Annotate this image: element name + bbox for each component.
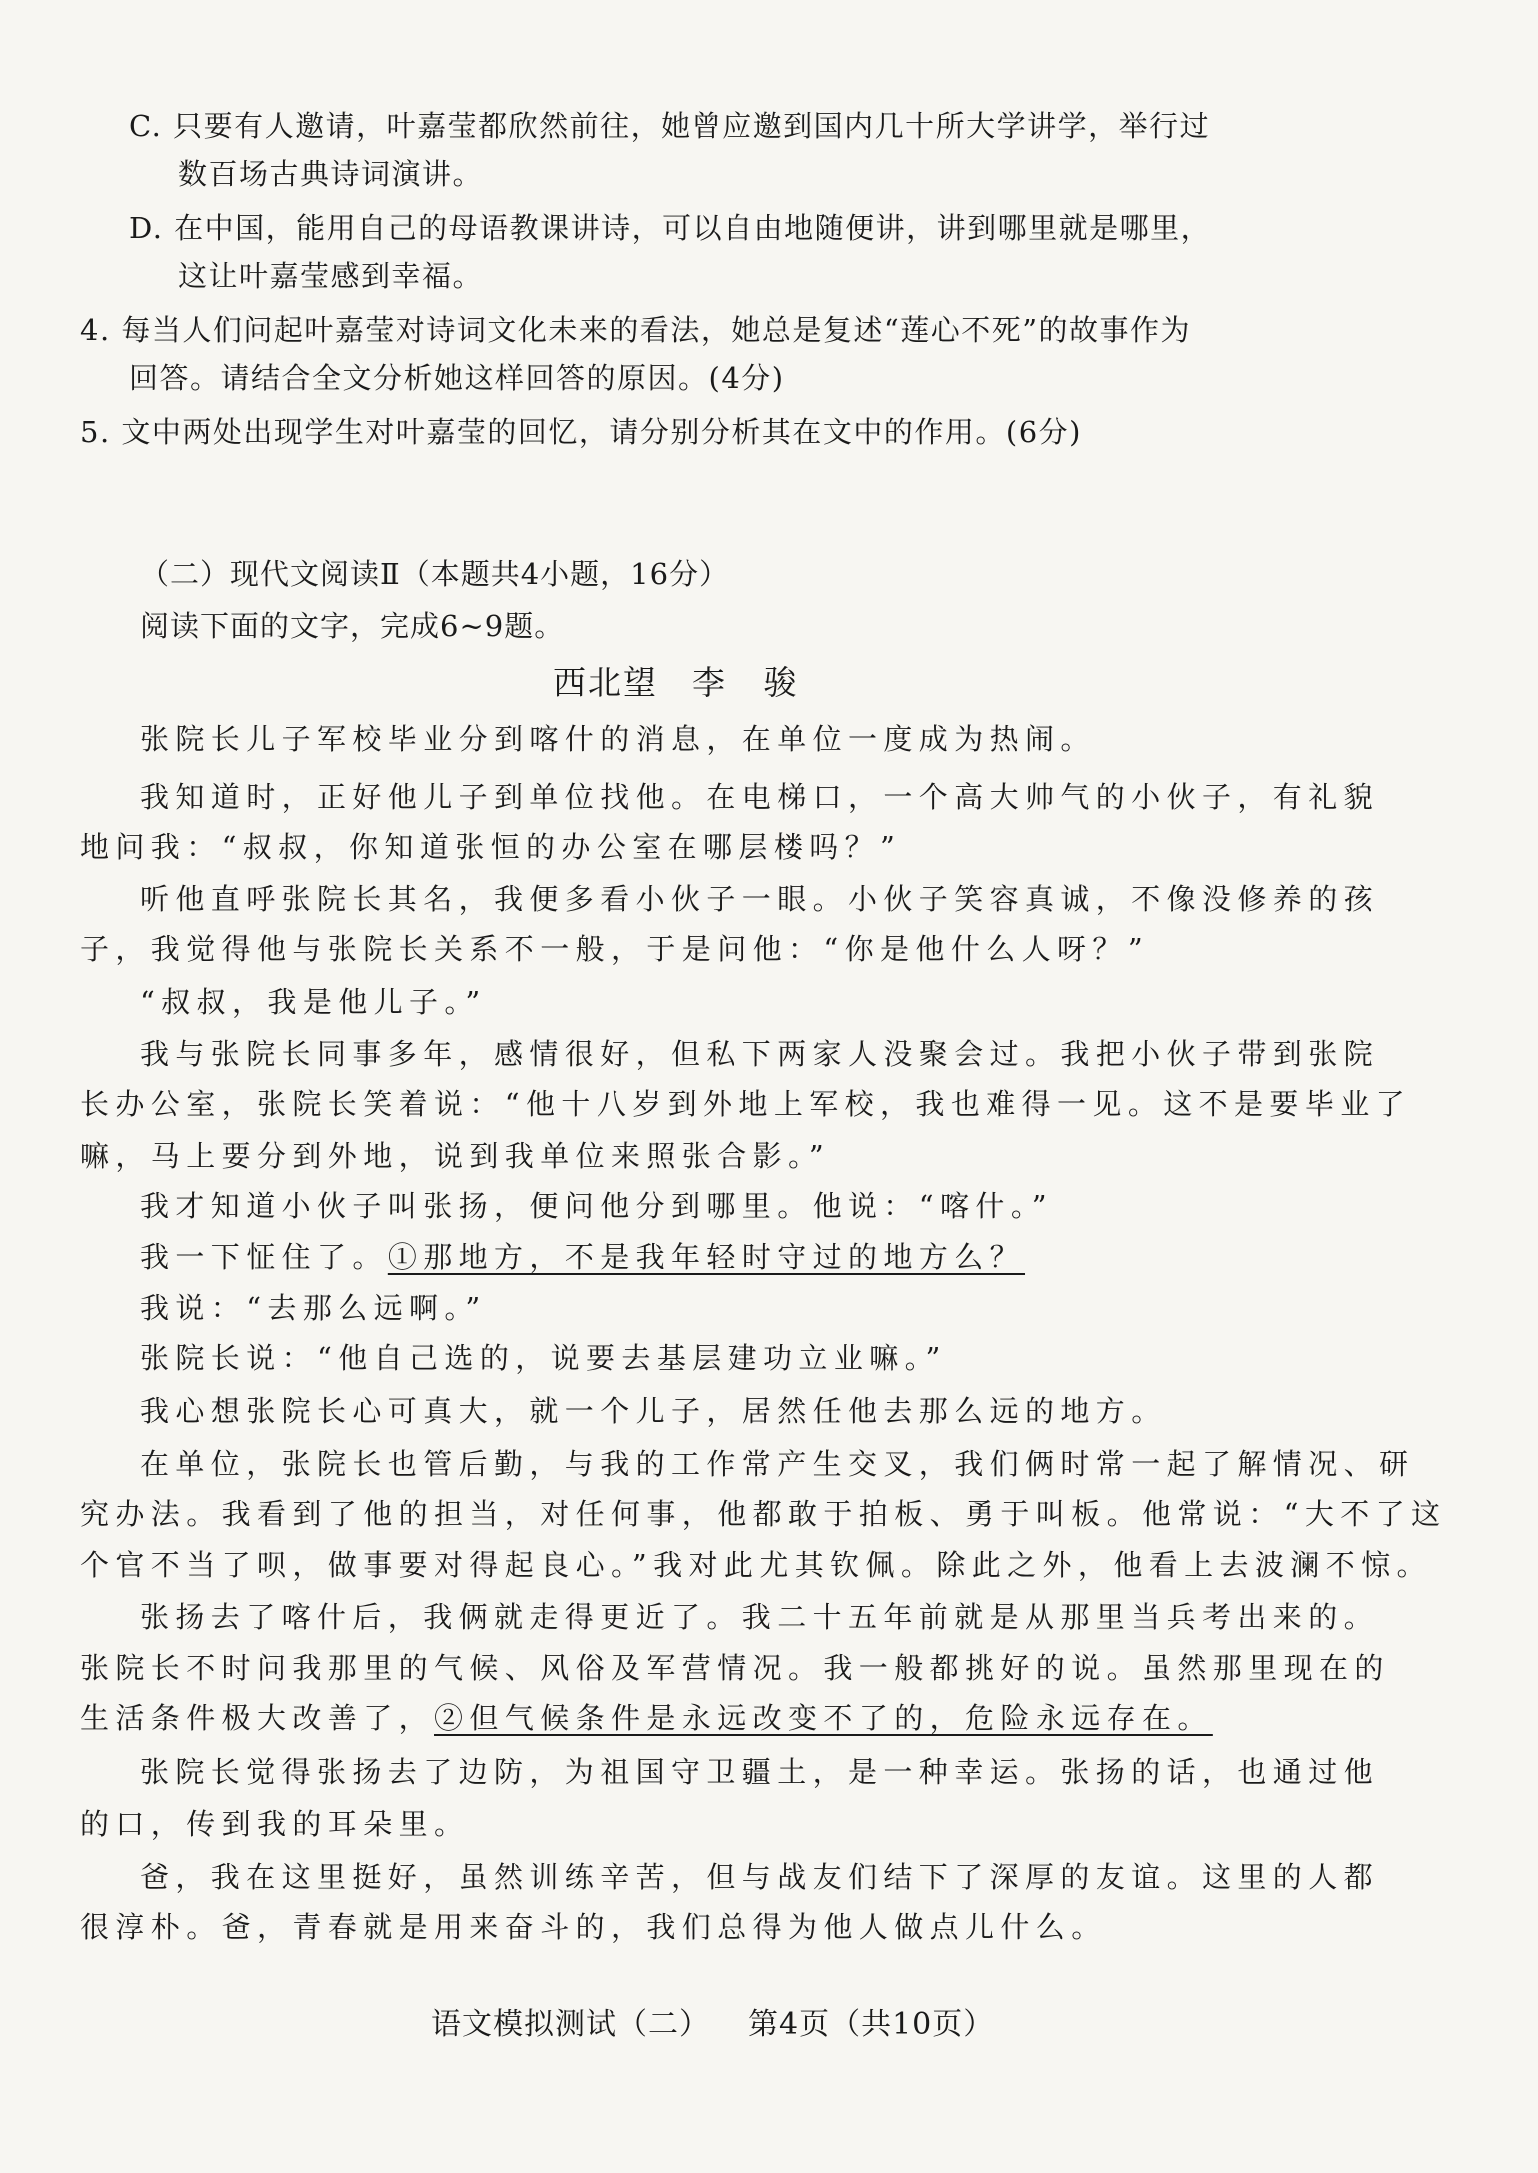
- question-4-text: 每当人们问起叶嘉莹对诗词文化未来的看法，她总是复述“莲心不死”的故事作为: [121, 313, 1192, 347]
- article-line-22: 的口，传到我的耳朵里。: [80, 1807, 470, 1841]
- article-line-12: 我说：“去那么远啊。”: [140, 1291, 487, 1325]
- footer-exam-name: 语文模拟测试（二）: [431, 2007, 710, 2042]
- option-d-line2: 这让叶嘉莹感到幸福。: [178, 259, 484, 293]
- article-line-11: [140, 1240, 1026, 1274]
- option-c-text: 只要有人邀请，叶嘉莹都欣然前往，她曾应邀到国内几十所大学讲学，举行过: [173, 109, 1211, 143]
- article-line-8: 长办公室，张院长笑着说：“他十八岁到外地上军校，我也难得一见。这不是要毕业了: [80, 1087, 1412, 1121]
- footer-page-number: 第4页（共10页）: [748, 2007, 995, 2042]
- article-line-20-text: 生活条件极大改善了，: [80, 1701, 435, 1735]
- article-line-15: 在单位，张院长也管后勤，与我的工作常产生交叉，我们俩时常一起了解情况、研: [140, 1447, 1415, 1481]
- section-instruction: 阅读下面的文字，完成6~9题。: [140, 609, 565, 643]
- article-line-24: 很淳朴。爸，青春就是用来奋斗的，我们总得为他人做点儿什么。: [80, 1910, 1107, 1944]
- article-line-23: 爸，我在这里挺好，虽然训练辛苦，但与战友们结下了深厚的友谊。这里的人都: [140, 1860, 1380, 1894]
- underlined-sentence-1: ①那地方，不是我年轻时守过的地方么？: [387, 1240, 1026, 1274]
- article-line-10: 我才知道小伙子叫张扬，便问他分到哪里。他说：“喀什。”: [140, 1189, 1053, 1223]
- article-line-18: 张扬去了喀什后，我俩就走得更近了。我二十五年前就是从那里当兵考出来的。: [140, 1600, 1380, 1634]
- article-line-6: “叔叔，我是他儿子。”: [140, 985, 487, 1019]
- article-line-17: 个官不当了呗，做事要对得起良心。”我对此尤其钦佩。除此之外，他看上去波澜不惊。: [80, 1548, 1432, 1582]
- option-d-letter: D.: [129, 211, 164, 245]
- section-heading: （二）现代文阅读Ⅱ（本题共4小题，16分）: [140, 557, 730, 591]
- article-line-1: 张院长儿子军校毕业分到喀什的消息，在单位一度成为热闹。: [140, 722, 1096, 756]
- article-title-line: [553, 663, 811, 702]
- article-title: 西北望: [553, 663, 658, 702]
- underlined-sentence-2: ②但气候条件是永远改变不了的，危险永远存在。: [434, 1701, 1213, 1735]
- article-line-14: 我心想张院长心可真大，就一个儿子，居然任他去那么远的地方。: [140, 1394, 1167, 1428]
- article-line-13: 张院长说：“他自己选的，说要去基层建功立业嘛。”: [140, 1341, 947, 1375]
- article-line-20: [80, 1701, 1213, 1735]
- article-author: 李 骏: [692, 663, 811, 702]
- option-c-line2: 数百场古典诗词演讲。: [178, 157, 484, 191]
- article-line-3: 地问我：“叔叔，你知道张恒的办公室在哪层楼吗？”: [80, 830, 902, 864]
- question-4-line2: 回答。请结合全文分析她这样回答的原因。(4分): [129, 361, 785, 395]
- option-c-line1: [129, 109, 1211, 143]
- page-footer: [431, 2007, 995, 2042]
- article-line-11-text: 我一下怔住了。: [140, 1240, 388, 1274]
- article-line-7: 我与张院长同事多年，感情很好，但私下两家人没聚会过。我把小伙子带到张院: [140, 1037, 1380, 1071]
- question-5-line1: [80, 415, 1082, 449]
- question-4-number: 4.: [80, 313, 111, 347]
- option-d-line1: [129, 211, 1212, 245]
- article-line-19: 张院长不时问我那里的气候、风俗及军营情况。我一般都挑好的说。虽然那里现在的: [80, 1651, 1390, 1685]
- question-5-text: 文中两处出现学生对叶嘉莹的回忆，请分别分析其在文中的作用。(6分): [121, 415, 1082, 449]
- option-d-text: 在中国，能用自己的母语教课讲诗，可以自由地随便讲，讲到哪里就是哪里，: [174, 211, 1212, 245]
- article-line-5: 子，我觉得他与张院长关系不一般，于是问他：“你是他什么人呀？”: [80, 932, 1150, 966]
- question-5-number: 5.: [80, 415, 111, 449]
- question-4-line1: [80, 313, 1192, 347]
- article-line-4: 听他直呼张院长其名，我便多看小伙子一眼。小伙子笑容真诚，不像没修养的孩: [140, 882, 1380, 916]
- article-line-9: 嘛，马上要分到外地，说到我单位来照张合影。”: [80, 1139, 831, 1173]
- article-line-16: 究办法。我看到了他的担当，对任何事，他都敢于拍板、勇于叫板。他常说：“大不了这: [80, 1497, 1447, 1531]
- option-c-letter: C.: [129, 109, 163, 143]
- article-line-21: 张院长觉得张扬去了边防，为祖国守卫疆土，是一种幸运。张扬的话，也通过他: [140, 1755, 1380, 1789]
- article-line-2: 我知道时，正好他儿子到单位找他。在电梯口，一个高大帅气的小伙子，有礼貌: [140, 780, 1380, 814]
